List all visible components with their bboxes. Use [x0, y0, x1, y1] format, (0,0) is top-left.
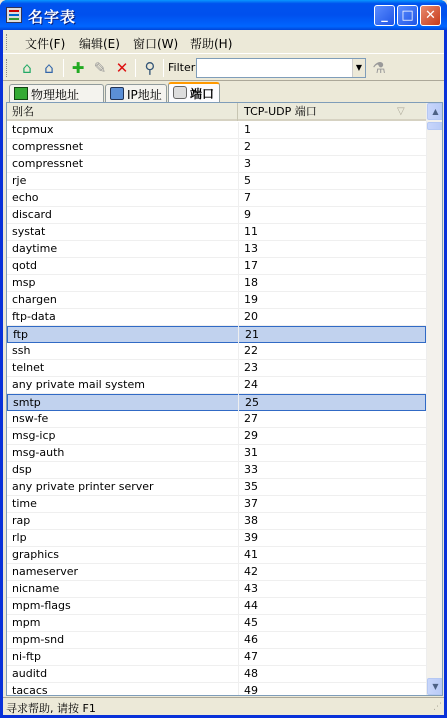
table-row[interactable] — [7, 581, 426, 598]
cell-port: 19 — [244, 293, 258, 306]
menu-bar — [3, 30, 444, 54]
delete-button[interactable] — [112, 58, 132, 78]
chevron-up-icon: ▲ — [432, 107, 439, 116]
resize-grip-icon[interactable]: ⋰ — [433, 702, 442, 712]
cell-port: 25 — [245, 396, 259, 409]
list-body — [7, 122, 426, 695]
cell-port: 9 — [244, 208, 251, 221]
filter-input[interactable] — [197, 59, 353, 77]
clear-filter-icon: ⚗ — [372, 59, 386, 77]
cell-port: 22 — [244, 344, 258, 357]
tab-physical-address[interactable] — [9, 84, 104, 102]
cell-port: 35 — [244, 480, 258, 493]
table-row[interactable] — [7, 377, 426, 394]
find-button[interactable] — [140, 58, 160, 78]
cell-alias: ni-ftp — [12, 650, 41, 663]
vertical-scrollbar[interactable] — [426, 103, 443, 695]
cell-alias: compressnet — [12, 157, 84, 170]
toolbar-separator — [135, 59, 136, 77]
cell-port: 48 — [244, 667, 258, 680]
maximize-icon: □ — [401, 8, 414, 23]
add-icon: ✚ — [71, 59, 85, 77]
table-row[interactable] — [7, 683, 426, 695]
table-row[interactable] — [7, 190, 426, 207]
cell-alias: rlp — [12, 531, 27, 544]
status-text: 寻求帮助, 请按 F1 — [6, 702, 96, 715]
toolbar — [3, 55, 444, 81]
table-row[interactable] — [7, 326, 426, 343]
window-title: 名字表 — [28, 8, 77, 26]
cell-port: 17 — [244, 259, 258, 272]
cell-alias: ftp-data — [12, 310, 56, 323]
table-row[interactable] — [7, 258, 426, 275]
scroll-thumb[interactable] — [427, 122, 443, 130]
cell-alias: ftp — [13, 328, 28, 341]
cell-alias: auditd — [12, 667, 48, 680]
cell-port: 7 — [244, 191, 251, 204]
menu-window[interactable]: 窗口(W) — [133, 37, 179, 51]
cell-alias: msg-icp — [12, 429, 56, 442]
save-button[interactable] — [39, 58, 59, 78]
filter-dropdown-button[interactable] — [352, 59, 365, 77]
table-row[interactable] — [7, 615, 426, 632]
scroll-down-button[interactable] — [427, 678, 443, 695]
sort-indicator-icon: ▽ — [397, 106, 405, 117]
close-icon: ✕ — [425, 8, 436, 23]
status-bar — [3, 697, 444, 715]
cell-port: 46 — [244, 633, 258, 646]
table-row[interactable] — [7, 496, 426, 513]
menu-grip[interactable] — [6, 34, 9, 50]
menu-file[interactable]: 文件(F) — [25, 37, 66, 51]
cell-alias: mpm-flags — [12, 599, 71, 612]
table-row[interactable] — [7, 139, 426, 156]
cell-alias: any private printer server — [12, 480, 154, 493]
cell-alias: compressnet — [12, 140, 84, 153]
cell-alias: any private mail system — [12, 378, 145, 391]
client-area — [3, 30, 444, 715]
chevron-down-icon: ▼ — [432, 682, 439, 691]
cell-port: 37 — [244, 497, 258, 510]
table-row[interactable] — [7, 462, 426, 479]
cell-alias: msp — [12, 276, 36, 289]
table-row[interactable] — [7, 564, 426, 581]
open-button[interactable] — [17, 58, 37, 78]
cell-port: 5 — [244, 174, 251, 187]
cell-alias: graphics — [12, 548, 60, 561]
cell-port: 41 — [244, 548, 258, 561]
table-row[interactable] — [7, 666, 426, 683]
ports-list[interactable] — [6, 102, 443, 696]
cell-alias: nicname — [12, 582, 60, 595]
tab-label: IP地址 — [127, 88, 162, 102]
cell-alias: smtp — [13, 396, 41, 409]
cell-port: 13 — [244, 242, 258, 255]
menu-edit[interactable]: 编辑(E) — [79, 37, 120, 51]
cell-port: 11 — [244, 225, 258, 238]
cell-alias: tcpmux — [12, 123, 54, 136]
cell-alias: qotd — [12, 259, 38, 272]
network-card-icon — [14, 87, 28, 100]
table-row[interactable] — [7, 513, 426, 530]
cell-alias: discard — [12, 208, 52, 221]
chevron-down-icon: ▼ — [355, 63, 363, 72]
table-row[interactable] — [7, 394, 426, 411]
cell-port: 47 — [244, 650, 258, 663]
table-row[interactable] — [7, 241, 426, 258]
app-icon[interactable] — [6, 7, 22, 23]
cell-port: 45 — [244, 616, 258, 629]
tab-ports[interactable] — [168, 82, 220, 103]
table-row[interactable] — [7, 479, 426, 496]
table-row[interactable] — [7, 547, 426, 564]
list-header — [7, 103, 426, 121]
title-bar[interactable] — [0, 0, 447, 30]
cell-port: 49 — [244, 684, 258, 695]
close-button[interactable] — [420, 5, 441, 26]
cell-port: 23 — [244, 361, 258, 374]
cell-alias: nsw-fe — [12, 412, 49, 425]
save-icon: ⌂ — [44, 59, 54, 77]
table-row[interactable] — [7, 122, 426, 139]
table-row[interactable] — [7, 649, 426, 666]
cell-port: 43 — [244, 582, 258, 595]
filter-label: Filter — [168, 61, 196, 74]
cell-alias: nameserver — [12, 565, 79, 578]
cell-port: 42 — [244, 565, 258, 578]
column-divider — [238, 122, 239, 695]
table-row[interactable] — [7, 445, 426, 462]
cell-port: 20 — [244, 310, 258, 323]
cell-alias: chargen — [12, 293, 57, 306]
cell-alias: mpm-snd — [12, 633, 65, 646]
filter-combobox[interactable] — [196, 58, 366, 78]
cell-port: 18 — [244, 276, 258, 289]
table-row[interactable] — [7, 598, 426, 615]
table-row[interactable] — [7, 309, 426, 326]
table-row[interactable] — [7, 343, 426, 360]
tab-label: 物理地址 — [31, 88, 80, 102]
cell-alias: rje — [12, 174, 27, 187]
tab-strip — [3, 82, 444, 102]
cell-alias: echo — [12, 191, 39, 204]
table-row[interactable] — [7, 224, 426, 241]
cell-alias: mpm — [12, 616, 41, 629]
clear-filter-button[interactable] — [369, 58, 389, 78]
table-row[interactable] — [7, 156, 426, 173]
toolbar-grip[interactable] — [6, 59, 9, 77]
add-button[interactable] — [68, 58, 88, 78]
find-icon: ⚲ — [144, 59, 156, 77]
cell-alias: systat — [12, 225, 46, 238]
column-header-alias[interactable]: 别名 — [7, 103, 238, 121]
cell-port: 27 — [244, 412, 258, 425]
maximize-button[interactable] — [397, 5, 418, 26]
cell-alias: dsp — [12, 463, 32, 476]
tab-ip-address[interactable] — [105, 84, 167, 102]
cell-port: 29 — [244, 429, 258, 442]
cell-alias: rap — [12, 514, 31, 527]
cell-alias: tacacs — [12, 684, 48, 695]
table-row[interactable] — [7, 292, 426, 309]
open-icon: ⌂ — [22, 59, 32, 77]
cell-port: 21 — [245, 328, 259, 341]
computer-icon — [110, 87, 124, 100]
table-row[interactable] — [7, 275, 426, 292]
cell-port: 38 — [244, 514, 258, 527]
edit-button[interactable] — [90, 58, 110, 78]
table-row[interactable] — [7, 428, 426, 445]
table-row[interactable] — [7, 360, 426, 377]
column-header-port[interactable]: TCP-UDP 端口 — [244, 105, 317, 118]
menu-help[interactable]: 帮助(H) — [190, 37, 233, 51]
table-row[interactable] — [7, 173, 426, 190]
scroll-up-button[interactable] — [427, 103, 443, 120]
cell-port: 44 — [244, 599, 258, 612]
cell-port: 2 — [244, 140, 251, 153]
cell-port: 39 — [244, 531, 258, 544]
table-row[interactable] — [7, 411, 426, 428]
edit-icon: ✎ — [93, 59, 107, 77]
port-icon — [173, 86, 187, 99]
delete-icon: ✕ — [115, 59, 129, 77]
cell-port: 3 — [244, 157, 251, 170]
table-row[interactable] — [7, 207, 426, 224]
cell-alias: ssh — [12, 344, 31, 357]
toolbar-separator — [163, 59, 164, 77]
tab-label: 端口 — [190, 87, 215, 101]
cell-alias: msg-auth — [12, 446, 65, 459]
table-row[interactable] — [7, 632, 426, 649]
minimize-icon: _ — [381, 8, 388, 23]
table-row[interactable] — [7, 530, 426, 547]
cell-alias: daytime — [12, 242, 58, 255]
cell-port: 33 — [244, 463, 258, 476]
cell-alias: telnet — [12, 361, 45, 374]
cell-alias: time — [12, 497, 37, 510]
cell-port: 1 — [244, 123, 251, 136]
cell-port: 24 — [244, 378, 258, 391]
minimize-button[interactable] — [374, 5, 395, 26]
toolbar-separator — [63, 59, 64, 77]
cell-port: 31 — [244, 446, 258, 459]
